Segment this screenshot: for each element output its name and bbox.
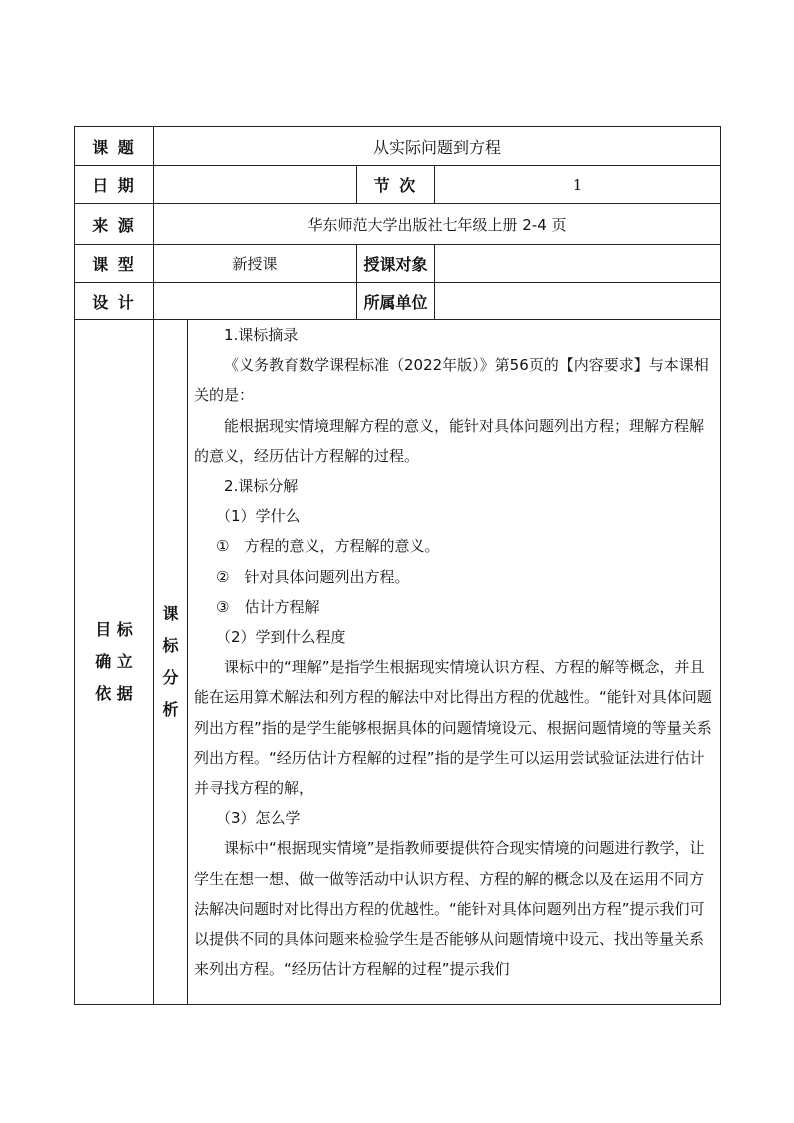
list-item: ② 针对具体问题列出方程。 [216,567,410,586]
type-value: 新授课 [154,245,357,283]
standard-analysis-char: 标 [162,636,179,655]
standard-analysis-char: 析 [162,700,179,719]
paragraph: 能根据现实情境理解方程的意义，能针对具体问题列出方程；理解方程解的意义，经历估计方程解的过程。 [194,416,705,465]
standard-analysis-char: 分 [162,668,179,687]
date-value [154,166,357,204]
paragraph: 《义务教育数学课程标准（2022年版）》第56页的【内容要求】与本课相关的是： [194,356,709,405]
audience-label: 授课对象 [357,245,435,283]
date-label: 日 期 [75,166,154,204]
subheading: （3）怎么学 [216,809,301,828]
design-value [154,283,357,320]
list-item: ③ 估计方程解 [216,597,320,616]
heading-excerpt: 1.课标摘录 [224,326,299,344]
section-value: 1 [435,166,721,204]
source-label: 来 源 [75,204,154,245]
subheading: （2）学到什么程度 [216,628,346,647]
paragraph: 课标中的“理解”是指学生根据现实情境认识方程、方程的解等概念，并且能在运用算术解法和列方程的解法中对比得出方程的优越性。“能针对具体问题列出方程”指的是学生能够根据具体的问题情境设元、根据问题情境的等量关系列出方程。“经历估计方程解的过程”指的是学生可以运用尝试验证法进行估计并寻找方程的解， [194,658,712,798]
goal-basis-label-line: 目 标 [95,620,133,639]
row-design [75,283,721,320]
row-type [75,245,721,283]
goal-basis-label-line: 确 立 [95,652,133,671]
standard-analysis-content [188,320,721,1005]
section-label: 节 次 [357,166,435,204]
standard-analysis-char: 课 [162,604,179,623]
paragraph: 课标中“根据现实情境”是指教师要提供符合现实情境的问题进行教学，让学生在想一想、做一做等活动中认识方程、方程的解的概念以及在运用不同方法解决问题时对比得出方程的优越性。“能针对具体问题列出方程”提示我们可以提供不同的具体问题来检验学生是否能够从问题情境中设元、找出等量关系来列出方程。“经历估计方程解的过程”提示我们 [194,839,705,979]
standard-analysis-label [154,320,188,1005]
list-item: ① 方程的意义，方程解的意义。 [216,537,440,556]
design-label: 设 计 [75,283,154,320]
audience-value [435,245,721,283]
subheading: （1）学什么 [216,507,301,526]
course-title-label: 课 题 [75,127,154,166]
goal-basis-label-line: 依 据 [95,684,133,703]
row-goal-basis [75,320,721,1005]
row-date [75,166,721,204]
heading-decomposition: 2.课标分解 [224,477,299,496]
unit-label: 所属单位 [357,283,435,320]
row-course-title [75,127,721,166]
source-value: 华东师范大学出版社七年级上册 2-4 页 [154,204,721,245]
unit-value [435,283,721,320]
course-title-value: 从实际问题到方程 [154,127,721,166]
type-label: 课 型 [75,245,154,283]
lesson-plan-table [74,126,721,1005]
goal-basis-label [75,320,154,1005]
row-source [75,204,721,245]
